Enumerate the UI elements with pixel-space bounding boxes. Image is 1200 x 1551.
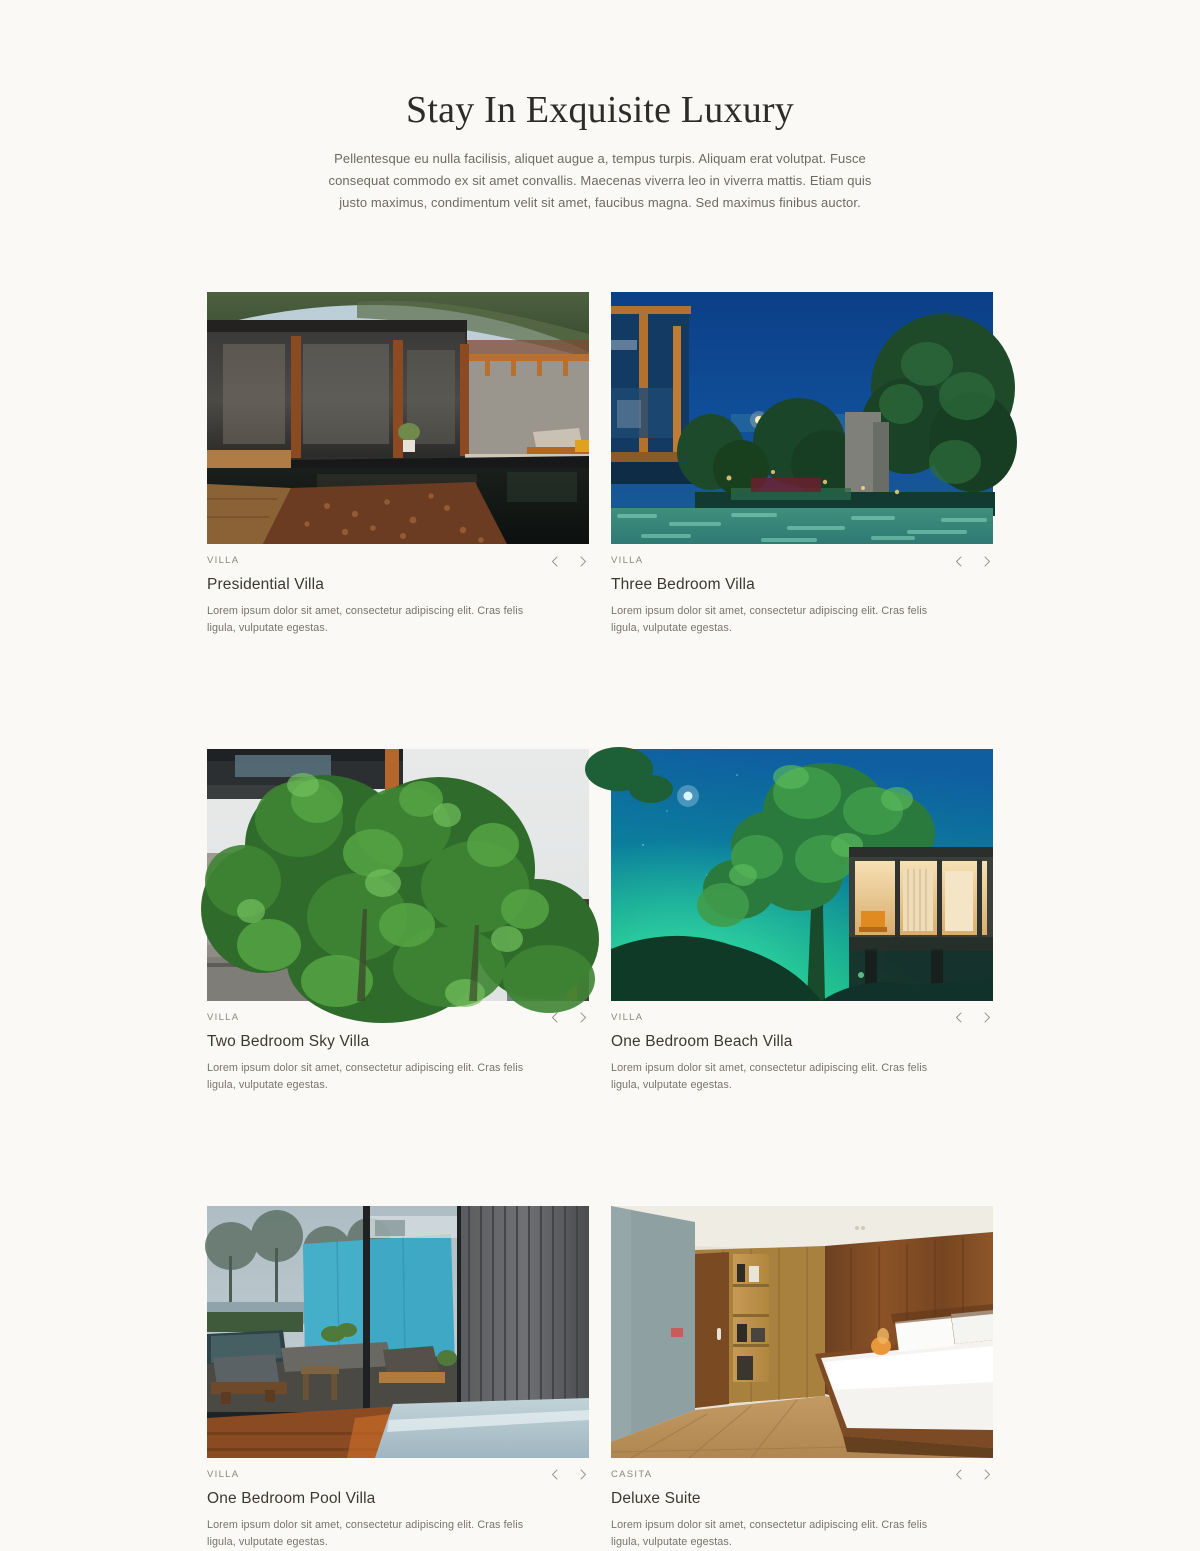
card-meta-top [611, 554, 993, 568]
tree-canopy-villa-photo [207, 749, 589, 1001]
card-category: VILLA [611, 555, 644, 567]
page-intro-text: Pellentesque eu nulla facilisis, aliquet augue a, tempus turpis. Aliquam erat volutpat. Fusce consequat commodo ex sit amet convallis. Maecenas viverra leo in viverra mattis. Etiam quis justo maximus, condimentum velit sit amet, faucibus magna. Sed maximus finibus auctor. [328, 150, 872, 211]
card-category: VILLA [207, 555, 240, 567]
card-carousel-nav [952, 1469, 993, 1481]
accommodation-card[interactable] [207, 292, 589, 637]
chevron-left-icon[interactable] [548, 1012, 560, 1024]
card-meta-top [207, 554, 589, 568]
card-description: Lorem ipsum dolor sit amet, consectetur adipiscing elit. Cras felis ligula, vulputate egestas. [611, 1519, 928, 1548]
chevron-left-icon[interactable] [548, 1469, 560, 1481]
chevron-right-icon[interactable] [577, 555, 589, 567]
card-category: VILLA [611, 1012, 644, 1024]
card-title: Two Bedroom Sky Villa [207, 1032, 370, 1050]
card-meta-top [207, 1468, 589, 1482]
accommodation-grid [207, 292, 993, 1551]
card-meta-top [611, 1468, 993, 1482]
card-carousel-nav [548, 555, 589, 567]
card-meta [207, 1458, 589, 1551]
card-description: Lorem ipsum dolor sit amet, consectetur adipiscing elit. Cras felis ligula, vulputate egestas. [611, 605, 928, 635]
page-header [0, 0, 1200, 215]
accommodation-card[interactable] [207, 1206, 589, 1551]
chevron-left-icon[interactable] [548, 555, 560, 567]
accommodation-card[interactable] [611, 749, 993, 1094]
wood-suite-bedroom-photo [611, 1206, 993, 1458]
card-image-presidential-villa[interactable] [207, 292, 589, 544]
card-carousel-nav [952, 1012, 993, 1024]
chevron-left-icon[interactable] [952, 1469, 964, 1481]
card-meta [207, 544, 589, 637]
twilight-glass-villa-photo [611, 749, 993, 1001]
card-description: Lorem ipsum dolor sit amet, consectetur adipiscing elit. Cras felis ligula, vulputate egestas. [207, 1519, 524, 1548]
card-title: One Bedroom Beach Villa [611, 1032, 793, 1050]
card-image-one-bedroom-beach-villa[interactable] [611, 749, 993, 1001]
accommodation-card[interactable] [207, 749, 589, 1094]
card-meta [611, 544, 993, 637]
card-carousel-nav [548, 1012, 589, 1024]
card-meta [611, 1001, 993, 1094]
chevron-right-icon[interactable] [577, 1469, 589, 1481]
chevron-right-icon[interactable] [981, 1012, 993, 1024]
bedroom-pool-terrace-photo [207, 1206, 589, 1458]
card-meta [611, 1458, 993, 1551]
night-pool-photo [611, 292, 993, 544]
chevron-left-icon[interactable] [952, 1012, 964, 1024]
card-carousel-nav [952, 555, 993, 567]
chevron-right-icon[interactable] [981, 1469, 993, 1481]
villa-pool-photo [207, 292, 589, 544]
card-description: Lorem ipsum dolor sit amet, consectetur adipiscing elit. Cras felis ligula, vulputate egestas. [611, 1062, 928, 1091]
chevron-left-icon[interactable] [952, 555, 964, 567]
card-title: Presidential Villa [207, 576, 325, 593]
card-carousel-nav [548, 1469, 589, 1481]
card-category: VILLA [207, 1012, 240, 1024]
card-description: Lorem ipsum dolor sit amet, consectetur adipiscing elit. Cras felis ligula, vulputate egestas. [207, 605, 524, 635]
page-title: Stay In Exquisite Luxury [406, 89, 794, 131]
accommodation-card[interactable] [611, 292, 993, 637]
card-description: Lorem ipsum dolor sit amet, consectetur adipiscing elit. Cras felis ligula, vulputate egestas. [207, 1062, 524, 1091]
card-image-three-bedroom-villa[interactable] [611, 292, 993, 544]
card-image-deluxe-suite[interactable] [611, 1206, 993, 1458]
accommodation-card[interactable] [611, 1206, 993, 1551]
card-image-one-bedroom-pool-villa[interactable] [207, 1206, 589, 1458]
card-image-two-bedroom-sky-villa[interactable] [207, 749, 589, 1001]
chevron-right-icon[interactable] [981, 555, 993, 567]
card-title: Deluxe Suite [611, 1489, 701, 1507]
card-meta-top [611, 1011, 993, 1025]
card-category: VILLA [207, 1468, 240, 1480]
card-title: One Bedroom Pool Villa [207, 1489, 376, 1507]
card-category: CASITA [611, 1468, 653, 1480]
chevron-right-icon[interactable] [577, 1012, 589, 1024]
card-title: Three Bedroom Villa [611, 576, 755, 593]
